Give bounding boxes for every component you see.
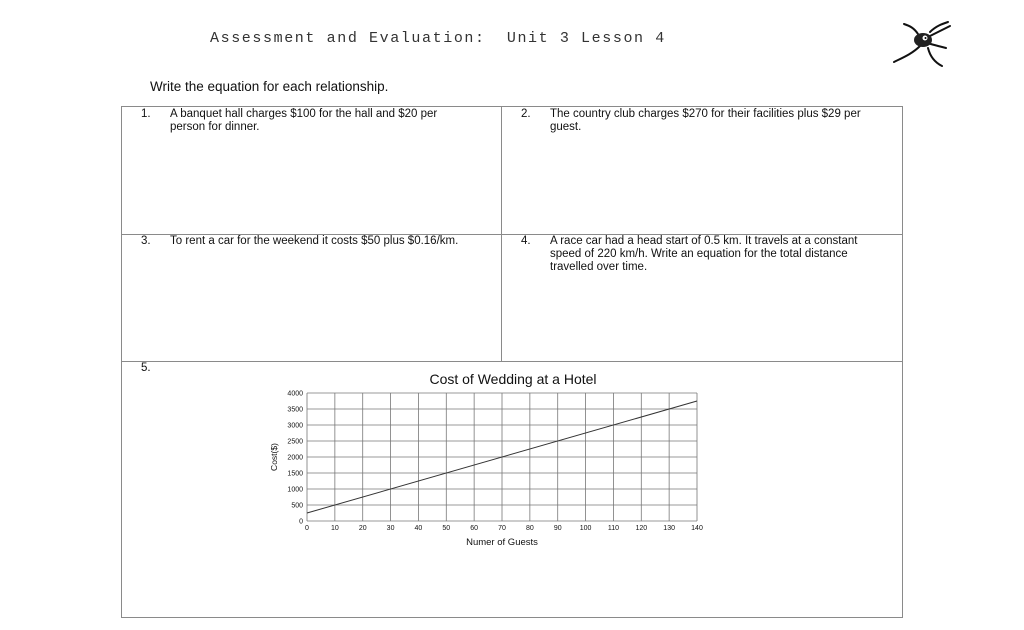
x-tick-label: 20 [358,525,367,532]
y-axis-label: Cost($) [269,443,279,471]
grid-divider-horizontal-2 [122,361,902,362]
x-tick-label: 60 [470,525,479,532]
question-number: 5. [141,362,151,374]
question-number: 3. [141,235,151,247]
x-tick-label: 110 [607,525,620,532]
y-tick-label: 2500 [287,438,303,446]
x-tick-label: 50 [442,525,451,532]
x-tick-label: 100 [579,525,592,532]
x-tick-label: 80 [525,525,534,532]
question-text: A banquet hall charges $100 for the hall and $20 per person for dinner. [170,108,438,133]
y-tick-label: 1500 [287,470,303,478]
question-number: 2. [521,108,531,120]
question-text: To rent a car for the weekend it costs $50 plus $0.16/km. [170,235,459,247]
question-text: A race car had a head start of 0.5 km. It travels at a constant speed of 220 km/h. Write an equation for the total distance travelled over time. [550,235,858,273]
x-axis-label: Numer of Guests [466,537,538,548]
x-tick-label: 120 [635,525,648,532]
question-number: 1. [141,108,151,120]
y-tick-label: 1000 [287,486,303,494]
x-tick-label: 70 [498,525,506,532]
y-tick-label: 2000 [287,454,303,462]
question-grid [121,106,903,618]
y-tick-label: 500 [291,502,303,510]
x-tick-label: 30 [386,525,395,532]
x-tick-label: 90 [553,525,562,532]
x-tick-label: 0 [305,525,309,532]
mascot-logo-icon [890,20,960,70]
y-tick-label: 0 [299,518,303,526]
cost-of-wedding-chart [262,387,732,557]
y-tick-label: 4000 [287,390,303,398]
x-tick-label: 40 [414,525,423,532]
chart-title: Cost of Wedding at a Hotel [429,371,597,387]
worksheet-header-title: Assessment and Evaluation: Unit 3 Lesson 4 [210,30,666,47]
question-number: 4. [521,235,531,247]
x-tick-label: 10 [330,525,339,532]
x-tick-label: 130 [663,525,675,532]
y-tick-label: 3000 [287,422,303,430]
instructions-text: Write the equation for each relationship. [150,79,389,94]
question-text: The country club charges $270 for their facilities plus $29 per guest. [550,108,861,133]
y-tick-label: 3500 [287,406,303,414]
x-tick-label: 140 [691,525,703,532]
